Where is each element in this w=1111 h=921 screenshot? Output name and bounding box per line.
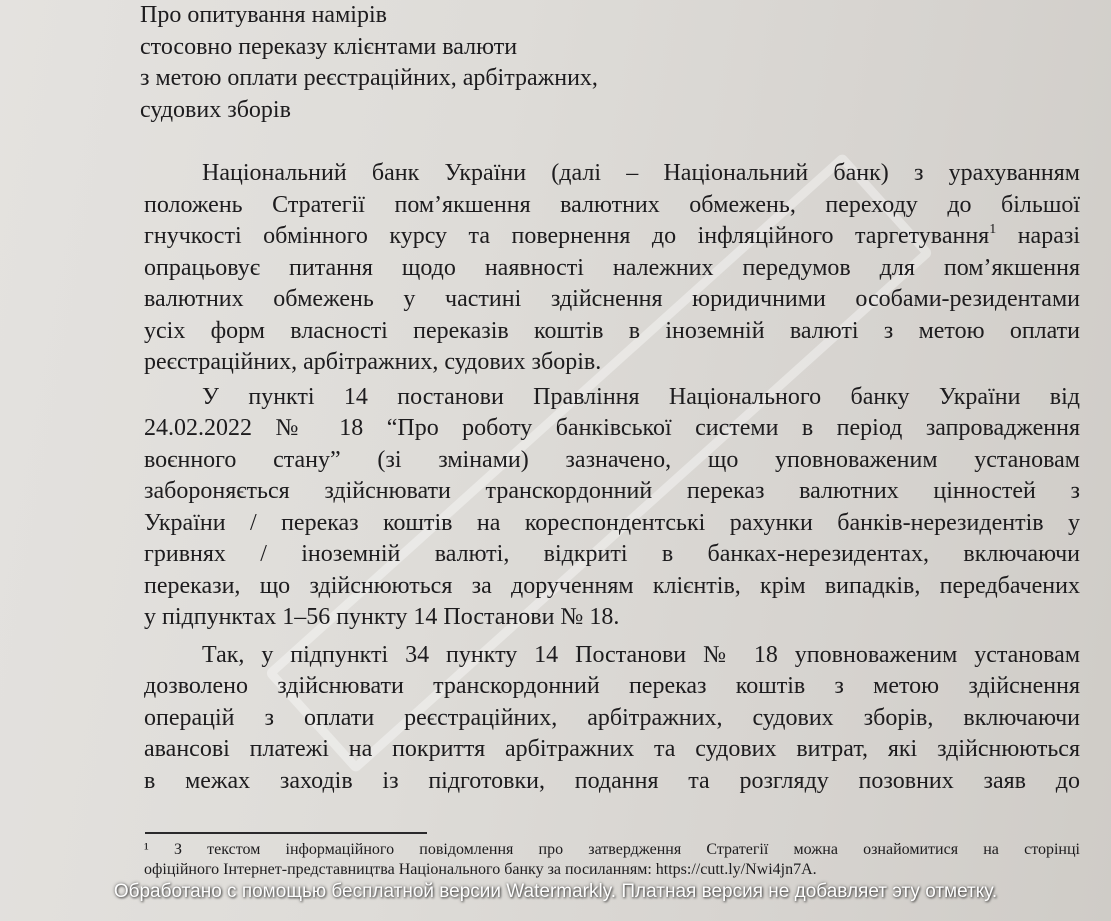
text-line: гривнях / іноземній валюті, відкриті в банках-нерезидентах, включаючи xyxy=(144,541,1080,567)
paragraph-2 xyxy=(144,382,1080,634)
text-line: в межах заходів із підготовки, подання та розгляду позовних заяв до xyxy=(144,767,1080,794)
footnote-marker[interactable]: 1 xyxy=(989,222,997,237)
subject-line: з метою оплати реєстраційних, арбітражних, xyxy=(140,65,598,91)
paragraph-3 xyxy=(144,640,1080,798)
text-line-part: наразі xyxy=(996,223,1081,249)
text-line: валютних обмежень у частині здійснення юридичними особами-резидентами xyxy=(144,286,1080,312)
text-line: положень Стратегії пом’якшення валютних обмежень, переходу до більшої xyxy=(144,191,1080,218)
text-line: забороняється здійснювати транскордонний переказ валютних цінностей з xyxy=(144,478,1080,504)
text-line: у підпунктах 1–56 пункту 14 Постанови № 18. xyxy=(144,604,620,630)
footnote xyxy=(144,840,1080,880)
text-line: дозволено здійснювати транскордонний переказ коштів з метою здійснення xyxy=(144,673,1080,699)
text-line: У пункті 14 постанови Правління Національного банку України від xyxy=(202,383,1080,410)
footnote-separator xyxy=(145,832,427,834)
letter-subject xyxy=(140,0,780,126)
text-line: реєстраційних, арбітражних, судових зборів. xyxy=(144,349,602,375)
text-line: Національний банк України (далі – Національний банк) з урахуванням xyxy=(202,160,1080,186)
text-line-part: гнучкості обмінного курсу та повернення до інфляційного таргетування xyxy=(144,223,990,249)
subject-line: судових зборів xyxy=(140,96,291,123)
text-line: авансові платежі на покриття арбітражних та судових витрат, які здійснюються xyxy=(144,736,1080,762)
text-line: Так, у підпункті 34 пункту 14 Постанови № 18 уповноваженим установам xyxy=(202,641,1080,668)
watermark-banner: Обработано с помощью бесплатной версии Watermarkly. Платная версия не добавляет эту отметку. xyxy=(113,881,998,902)
text-line: 24.02.2022 № 18 “Про роботу банківської системи в період запровадження xyxy=(144,415,1080,441)
footnote-line[interactable]: офіційного Інтернет-представництва Національного банку за посиланням: https://cutt.ly/Nwi4jn7A. xyxy=(144,861,817,878)
text-line xyxy=(144,221,1080,253)
subject-line: стосовно переказу клієнтами валюти xyxy=(140,33,518,60)
text-line: усіх форм власності переказів коштів в іноземній валюті з метою оплати xyxy=(144,317,1080,344)
letter-body xyxy=(144,158,1080,797)
text-line: воєнного стану” (зі змінами) зазначено, що уповноваженим установам xyxy=(144,446,1080,473)
text-line: операцій з оплати реєстраційних, арбітражних, судових зборів, включаючи xyxy=(144,704,1080,731)
text-line: України / переказ коштів на кореспондентські рахунки банків-нерезидентів у xyxy=(144,509,1080,536)
text-line: перекази, що здійснюються за дорученням клієнтів, крім випадків, передбачених xyxy=(144,572,1080,599)
paragraph-1 xyxy=(144,158,1080,379)
footnote-line: ¹ З текстом інформаційного повідомлення про затвердження Стратегії можна ознайомитися на сторінці xyxy=(144,841,1080,858)
subject-line: Про опитування намірів xyxy=(140,2,387,28)
text-line: опрацьовує питання щодо наявності належних передумов для пом’якшення xyxy=(144,254,1080,281)
